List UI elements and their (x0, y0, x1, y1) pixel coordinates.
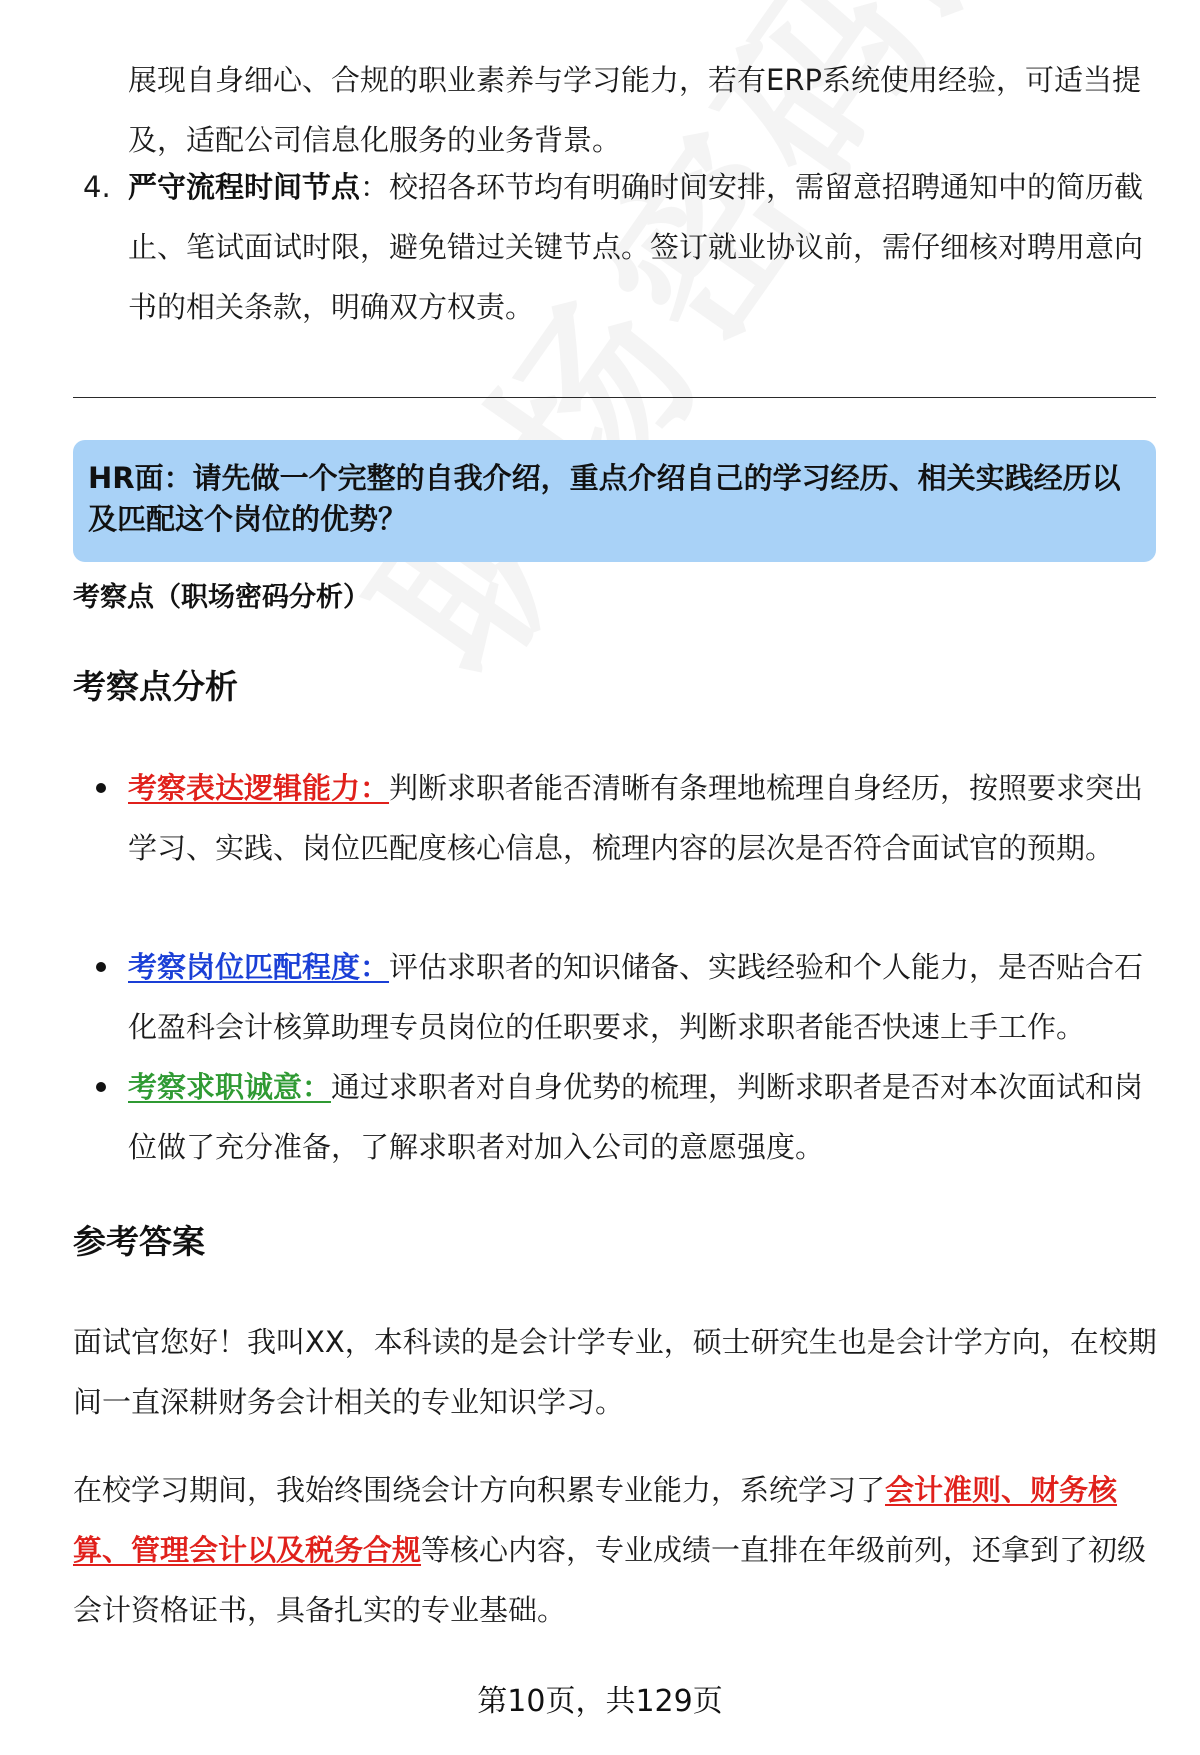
continued-paragraph: 展现自身细心、合规的职业素养与学习能力，若有ERP系统使用经验，可适当提及，适配公司信息化服务的业务背景。 (128, 63, 1141, 157)
list-item-4-text: ：校招各环节均有明确时间安排，需留意招聘通知中的简历截止、笔试面试时限，避免错过关键节点。签订就业协议前，需仔细核对聘用意向书的相关条款，明确双方权责。 (128, 170, 1144, 324)
answer-paragraph-2-rest: 等核心内容，专业成绩一直排在年级前列，还拿到了初级会计资格证书，具备扎实的专业基础。 (73, 1533, 1147, 1627)
answer-heading: 参考答案 (73, 1222, 205, 1261)
section-divider (73, 397, 1156, 398)
analysis-item-3 (128, 1057, 1158, 1177)
exam-point-label: 考察点（职场密码分析） (73, 582, 370, 613)
analysis-heading: 考察点分析 (73, 667, 238, 706)
bullet-dot (96, 783, 106, 793)
answer-paragraph-2 (73, 1460, 1158, 1640)
analysis-item-1 (128, 758, 1158, 878)
analysis-item-2 (128, 937, 1158, 1057)
analysis-item-3-key: 考察求职诚意： (128, 1070, 332, 1104)
bullet-dot (96, 1082, 106, 1092)
hr-question: HR面：请先做一个完整的自我介绍，重点介绍自己的学习经历、相关实践经历以及匹配这个岗位的优势？ (88, 461, 1121, 536)
analysis-item-2-text: 评估求职者的知识储备、实践经验和个人能力，是否贴合石化盈科会计核算助理专员岗位的任职要求，判断求职者能否快速上手工作。 (128, 950, 1144, 1044)
list-number-4: 4. (83, 170, 111, 204)
answer-paragraph-1: 面试官您好！我叫XX，本科读的是会计学专业，硕士研究生也是会计学方向，在校期间一直深耕财务会计相关的专业知识学习。 (73, 1325, 1157, 1419)
bullet-dot (96, 962, 106, 972)
page-number: 第10页，共129页 (477, 1684, 723, 1719)
analysis-item-1-text: 判断求职者能否清晰有条理地梳理自身经历，按照要求突出学习、实践、岗位匹配度核心信息，梳理内容的层次是否符合面试官的预期。 (128, 771, 1144, 865)
analysis-item-1-key: 考察表达逻辑能力： (128, 771, 390, 805)
list-item-4 (128, 157, 1158, 337)
answer-paragraph-2-lead: 在校学习期间，我始终围绕会计方向积累专业能力，系统学习了 (73, 1473, 886, 1507)
analysis-item-3-text: 通过求职者对自身优势的梳理，判断求职者是否对本次面试和岗位做了充分准备，了解求职者对加入公司的意愿强度。 (128, 1070, 1144, 1164)
list-item-4-title: 严守流程时间节点 (128, 170, 361, 204)
analysis-item-2-key: 考察岗位匹配程度： (128, 950, 390, 984)
answer-highlight: 会计准则、财务核算、管理会计以及税务合规 (73, 1473, 1118, 1567)
